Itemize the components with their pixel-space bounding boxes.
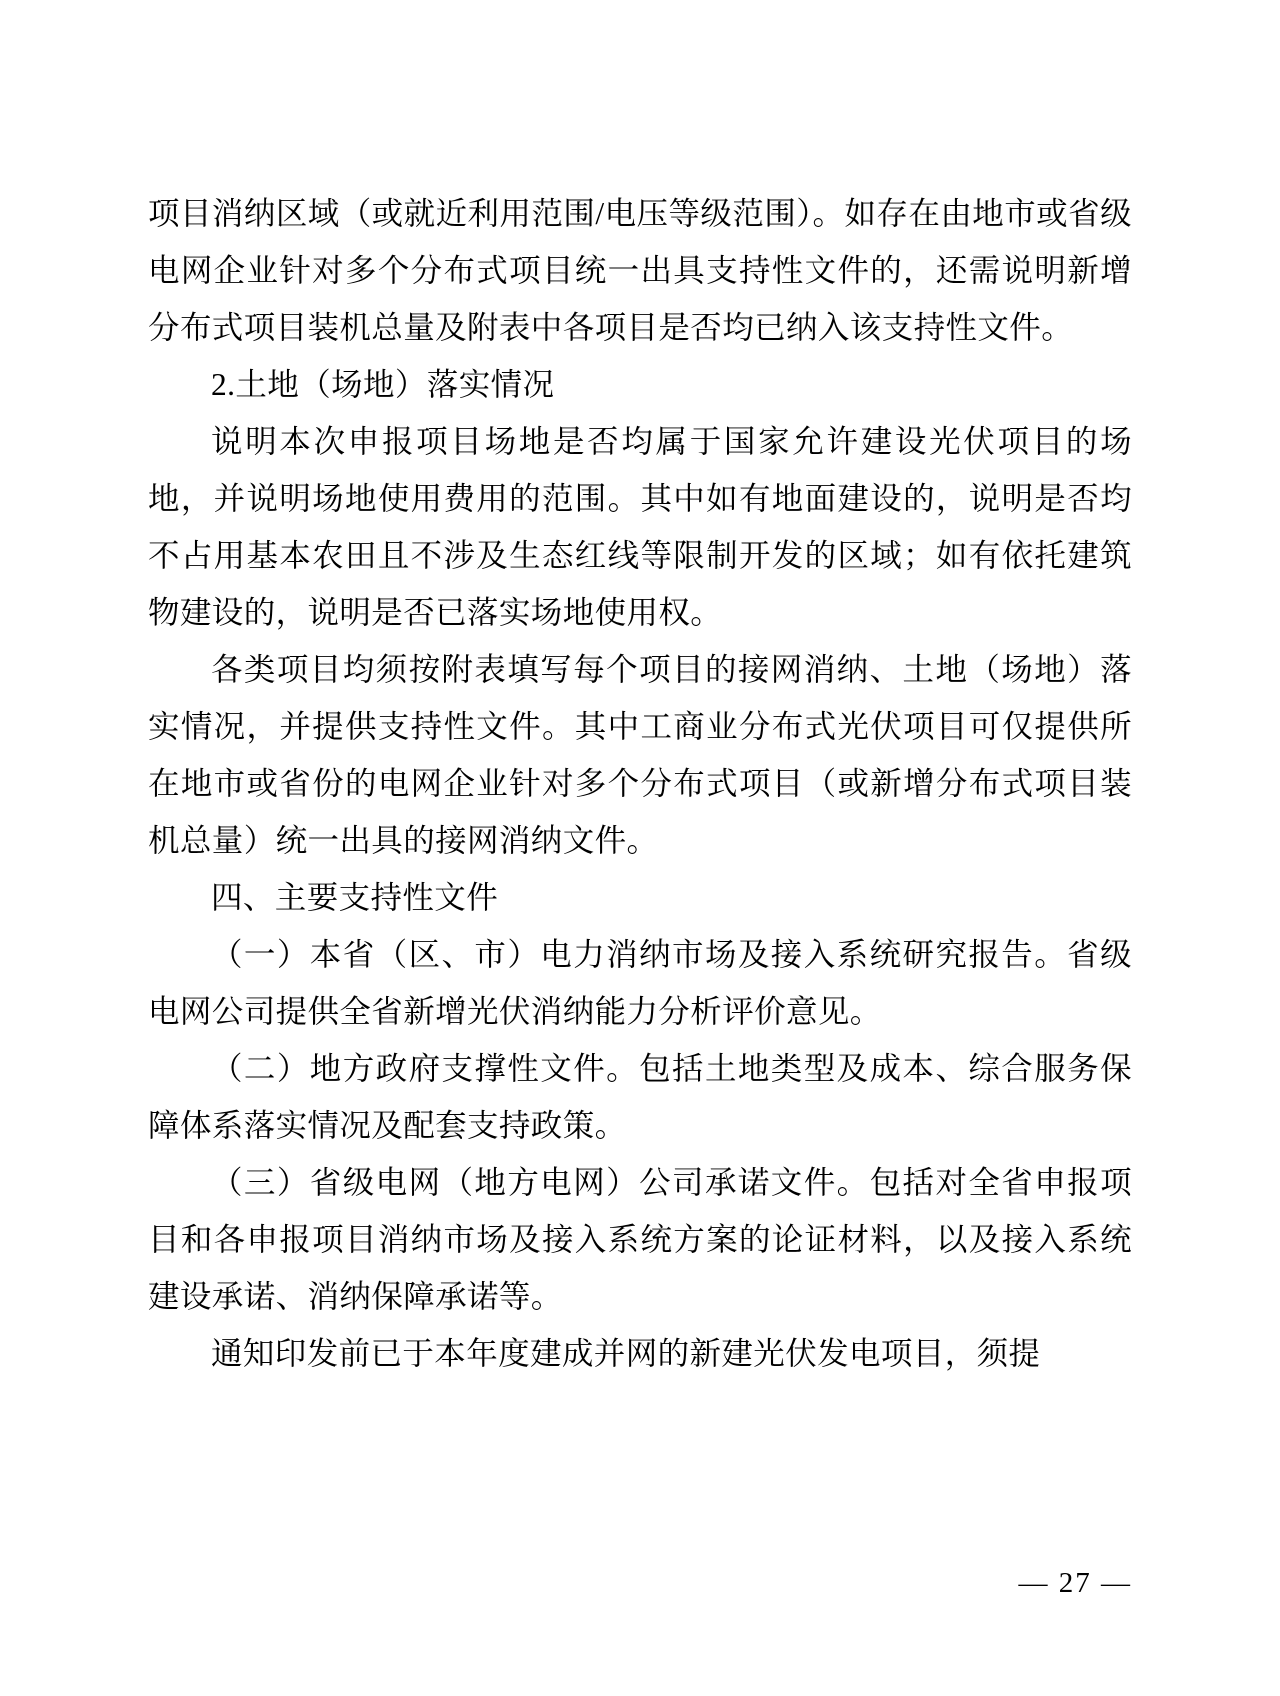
paragraph-item-2: （二）地方政府支撑性文件。包括土地类型及成本、综合服务保障体系落实情况及配套支持政策。 (148, 1051, 1132, 1143)
paragraph-section-2-heading: 2.土地（场地）落实情况 (211, 367, 555, 402)
paragraph-item-3: （三）省级电网（地方电网）公司承诺文件。包括对全省申报项目和各申报项目消纳市场及接入系统方案的论证材料，以及接入系统建设承诺、消纳保障承诺等。 (148, 1165, 1132, 1314)
paragraph-continued: 项目消纳区域（或就近利用范围/电压等级范围）。如存在由地市或省级电网企业针对多个分布式项目统一出具支持性文件的，还需说明新增分布式项目装机总量及附表中各项目是否均已纳入该支持性文件。 (148, 196, 1132, 345)
paragraph-last-partial: 通知印发前已于本年度建成并网的新建光伏发电项目，须提 (211, 1336, 1041, 1371)
paragraph-land-implementation: 说明本次申报项目场地是否均属于国家允许建设光伏项目的场地，并说明场地使用费用的范围。其中如有地面建设的，说明是否均不占用基本农田且不涉及生态红线等限制开发的区域；如有依托建筑物建设的，说明是否已落实场地使用权。 (148, 424, 1132, 630)
paragraph-section-4-heading: 四、主要支持性文件 (211, 880, 499, 915)
document-body (148, 185, 1132, 1382)
paragraph-attachment-requirements: 各类项目均须按附表填写每个项目的接网消纳、土地（场地）落实情况，并提供支持性文件。其中工商业分布式光伏项目可仅提供所在地市或省份的电网企业针对多个分布式项目（或新增分布式项目装机总量）统一出具的接网消纳文件。 (148, 652, 1132, 858)
page-number: — 27 — (1018, 1567, 1132, 1599)
paragraph-item-1: （一）本省（区、市）电力消纳市场及接入系统研究报告。省级电网公司提供全省新增光伏消纳能力分析评价意见。 (148, 937, 1132, 1029)
